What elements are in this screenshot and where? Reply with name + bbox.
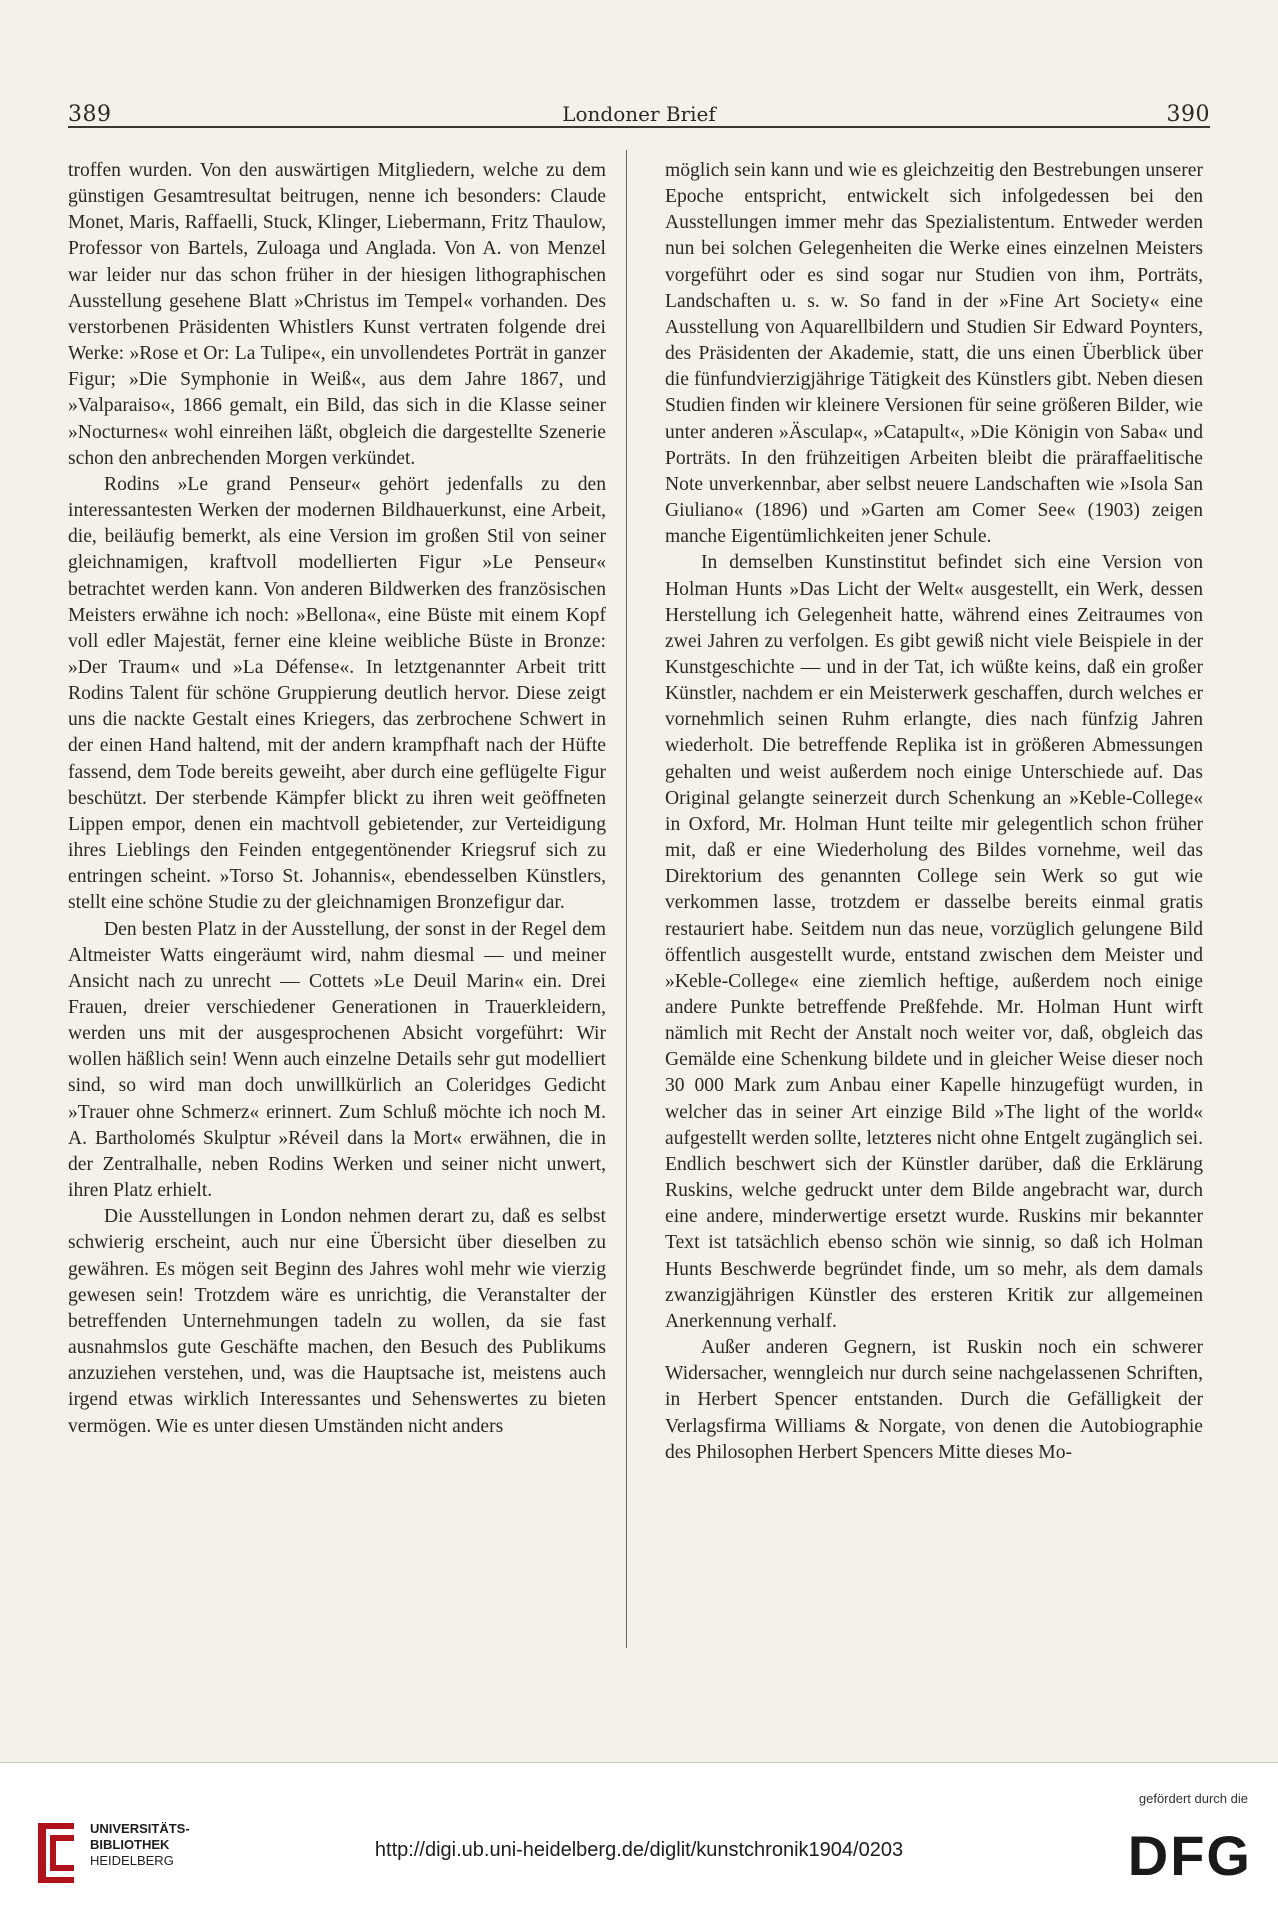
running-header bbox=[68, 96, 1210, 136]
page-number-right: 390 bbox=[1166, 102, 1210, 127]
running-title: Londoner Brief bbox=[562, 102, 716, 126]
paragraph: Den besten Platz in der Ausstellung, der sonst in der Regel dem Altmeister Watts eingeräumt wird, nahm diesmal — und meiner Ansicht nach zu unrecht — Cottets »Le Deuil Marin« ein. Drei Frauen, dreier verschiedener Generationen in Trauerkleidern, werden uns mit der ausgesprochenen Absicht vorgeführt: Wir wollen häßlich sein! Wenn auch einzelne Details sehr gut modelliert sind, so wird man doch unwillkürlich an Coleridges Gedicht »Trauer ohne Schmerz« erinnert. Zum Schluß möchte ich noch M. A. Bartholomés Skulptur »Réveil dans la Mort« erwähnen, die in der Zentralhalle, neben Rodins Werken und seiner nicht unwert, ihren Platz erhielt. bbox=[68, 918, 606, 1202]
dfg-logo: DFG bbox=[1127, 1824, 1252, 1887]
paragraph: möglich sein kann und wie es gleichzeitig den Bestrebungen unserer Epoche entspricht, entwickelt sich infolgedessen bei den Ausstellungen immer mehr das Spezialistentum. Entweder werden nun bei solchen Gelegenheiten die Werke eines einzelnen Meisters vorgeführt oder es sind sogar nur Studien von ihm, Porträts, Landschaften u. s. w. So fand in der »Fine Art Society« eine Ausstellung von Aquarellbildern und Studien Sir Edward Poynters, des Präsidenten der Akademie, statt, die uns einen Überblick über die fünfundvierzigjährige Tätigkeit des Künstlers gibt. Neben diesen Studien finden wir kleinere Versionen für seine größeren Bilder, wie unter anderen »Äsculap«, »Catapult«, »Die Königin von Saba« und Porträts. In den frühzeitigen Arbeiten bleibt die präraffaelitische Note unverkennbar, aber selbst neuere Landschaften wie »Isola San Giuliano« (1896) und »Garten am Comer See« (1903) zeigen manche Eigentümlichkeiten jener Schule. bbox=[665, 160, 1203, 548]
left-column bbox=[68, 158, 606, 1440]
paragraph: Rodins »Le grand Penseur« gehört jedenfalls zu den interessantesten Werken der modernen Bildhauerkunst, eine Arbeit, die, beiläufig bemerkt, als eine Version im großen Stil von seiner gleichnamigen, kraftvoll modellierten Figur »Le Penseur« betrachtet werden kann. Von anderen Bildwerken des französischen Meisters erwähne ich noch: »Bellona«, eine Büste mit einem Kopf voll edler Majestät, ferner eine kleine weibliche Büste in Bronze: »Der Traum« und »La Défense«. In letztgenannter Arbeit tritt Rodins Talent für schöne Gruppierung deutlich hervor. Diese zeigt uns die nackte Gestalt eines Kriegers, das zerbrochene Schwert in der einen Hand haltend, mit der andern krampfhaft nach der Hüfte fassend, dem Tode bereits geweiht, aber durch eine geflügelte Figur beschützt. Der sterbende Kämpfer blickt zu ihren weit geöffneten Lippen empor, denen ein machtvoll gebietender, zur Verteidigung ihres Lieblings den Feinden entgegentönender Kriegsruf sich zu entringen scheint. »Torso St. Johannis«, ebendesselben Künstlers, stellt eine schöne Studie zu der gleichnamigen Bronzefigur dar. bbox=[68, 473, 606, 914]
paragraph: Die Ausstellungen in London nehmen derart zu, daß es selbst schwierig erscheint, auch nur eine Übersicht über dieselben zu gewähren. Es mögen seit Beginn des Jahres wohl mehr wie vierzig gewesen sein! Trotzdem wäre es unrichtig, die Veranstalter der betreffenden Unternehmungen tadeln zu wollen, da sie fast ausnahmslos gute Geschäfte machen, den Besuch des Publikums anzuziehen verstehen, und, was die Hauptsache ist, meistens auch irgend etwas wirklich Interessantes und Sehenswertes zu bieten vermögen. Wie es unter diesen Umständen nicht anders bbox=[68, 1206, 606, 1437]
digitization-footer bbox=[0, 1762, 1278, 1916]
page-number-left: 389 bbox=[68, 102, 112, 127]
column-divider bbox=[626, 150, 627, 1648]
header-rule bbox=[68, 126, 1210, 128]
library-line: HEIDELBERG bbox=[90, 1853, 174, 1868]
paragraph: Außer anderen Gegnern, ist Ruskin noch ein schwerer Widersacher, wenngleich nur durch seine nachgelassenen Schriften, in Herbert Spencer entstanden. Durch die Gefälligkeit der Verlagsfirma Williams & Norgate, von denen die Autobiographie des Philosophen Herbert Spencers Mitte dieses Mo- bbox=[665, 1337, 1203, 1463]
right-column bbox=[665, 158, 1203, 1466]
library-line: UNIVERSITÄTS- bbox=[90, 1821, 190, 1836]
paragraph: troffen wurden. Von den auswärtigen Mitgliedern, welche zu dem günstigen Gesamtresultat beitrugen, nenne ich besonders: Claude Monet, Maris, Raffaelli, Stuck, Klinger, Liebermann, Fritz Thaulow, Professor von Bartels, Zuloaga und Anglada. Von A. von Menzel war leider nur das schon früher in der hiesigen lithographischen Ausstellung gesehene Blatt »Christus im Tempel« vorhanden. Des verstorbenen Präsidenten Whistlers Kunst vertraten folgende drei Werke: »Rose et Or: La Tulipe«, ein unvollendetes Porträt in ganzer Figur; »Die Symphonie in Weiß«, aus dem Jahre 1867, und »Valparaiso«, 1866 gemalt, ein Bild, das sich in die Klasse seiner »Nocturnes« wohl einreihen läßt, obgleich die dargestellte Szenerie schon den anbrechenden Morgen verkündet. bbox=[68, 160, 606, 469]
source-url-link[interactable]: http://digi.ub.uni-heidelberg.de/diglit/kunstchronik1904/0203 bbox=[374, 1839, 904, 1861]
paragraph: In demselben Kunstinstitut befindet sich eine Version von Holman Hunts »Das Licht der Welt« ausgestellt, ein Werk, dessen Herstellung ich Gelegenheit hatte, während eines Zeitraumes von zwei Jahren zu verfolgen. Es gibt gewiß nicht viele Beispiele in der Kunstgeschichte — und in der Tat, ich wüßte keins, daß ein großer Künstler, nachdem er ein Meisterwerk geschaffen, durch welches er vornehmlich seinen Ruhm erlangte, dies nach fünfzig Jahren wiederholt. Die betreffende Replika ist in größeren Abmessungen gehalten und weist außerdem noch einige Unterschiede auf. Das Original gelangte seinerzeit durch Schenkung an »Keble-College« in Oxford, Mr. Holman Hunt teilte mir gelegentlich schon früher mit, daß er eine Wiederholung des Bildes vornehme, weil das Direktorium des genannten College sein Werk so gut wie verkommen lasse, trotzdem er dasselbe bereits einmal gratis restauriert habe. Seitdem nun das neue, vorzüglich gelungene Bild öffentlich ausgestellt wurde, entstand zwischen dem Meister und »Keble-College« eine ziemlich heftige, außerdem noch einige andere Punkte betreffende Preßfehde. Mr. Holman Hunt wirft nämlich mit Recht der Anstalt noch weiter vor, daß, obgleich das Gemälde eine Schenkung bildete und in gleicher Weise dieser noch 30 000 Mark zum Anbau einer Kapelle hinzugefügt wurden, in welcher das in seiner Art einzige Bild »The light of the world« aufgestellt werden sollte, letzteres nicht ohne Entgelt zugänglich sei. Endlich beschwert sich der Künstler darüber, daß die Erklärung Ruskins, welche gedruckt unter dem Bilde angebracht war, durch eine andere, minderwertige ersetzt wurde. Ruskins mir bekannter Text ist tatsächlich ebenso schön wie sinnig, so daß ich Holman Hunts Beschwerde begründet finde, um so mehr, als dem damals zwanzigjährigen Künstler des ersteren Kritik zur allgemeinen Anerkennung verhalf. bbox=[665, 552, 1203, 1332]
library-line: BIBLIOTHEK bbox=[90, 1837, 170, 1852]
sponsor-text: gefördert durch die bbox=[1138, 1791, 1248, 1806]
